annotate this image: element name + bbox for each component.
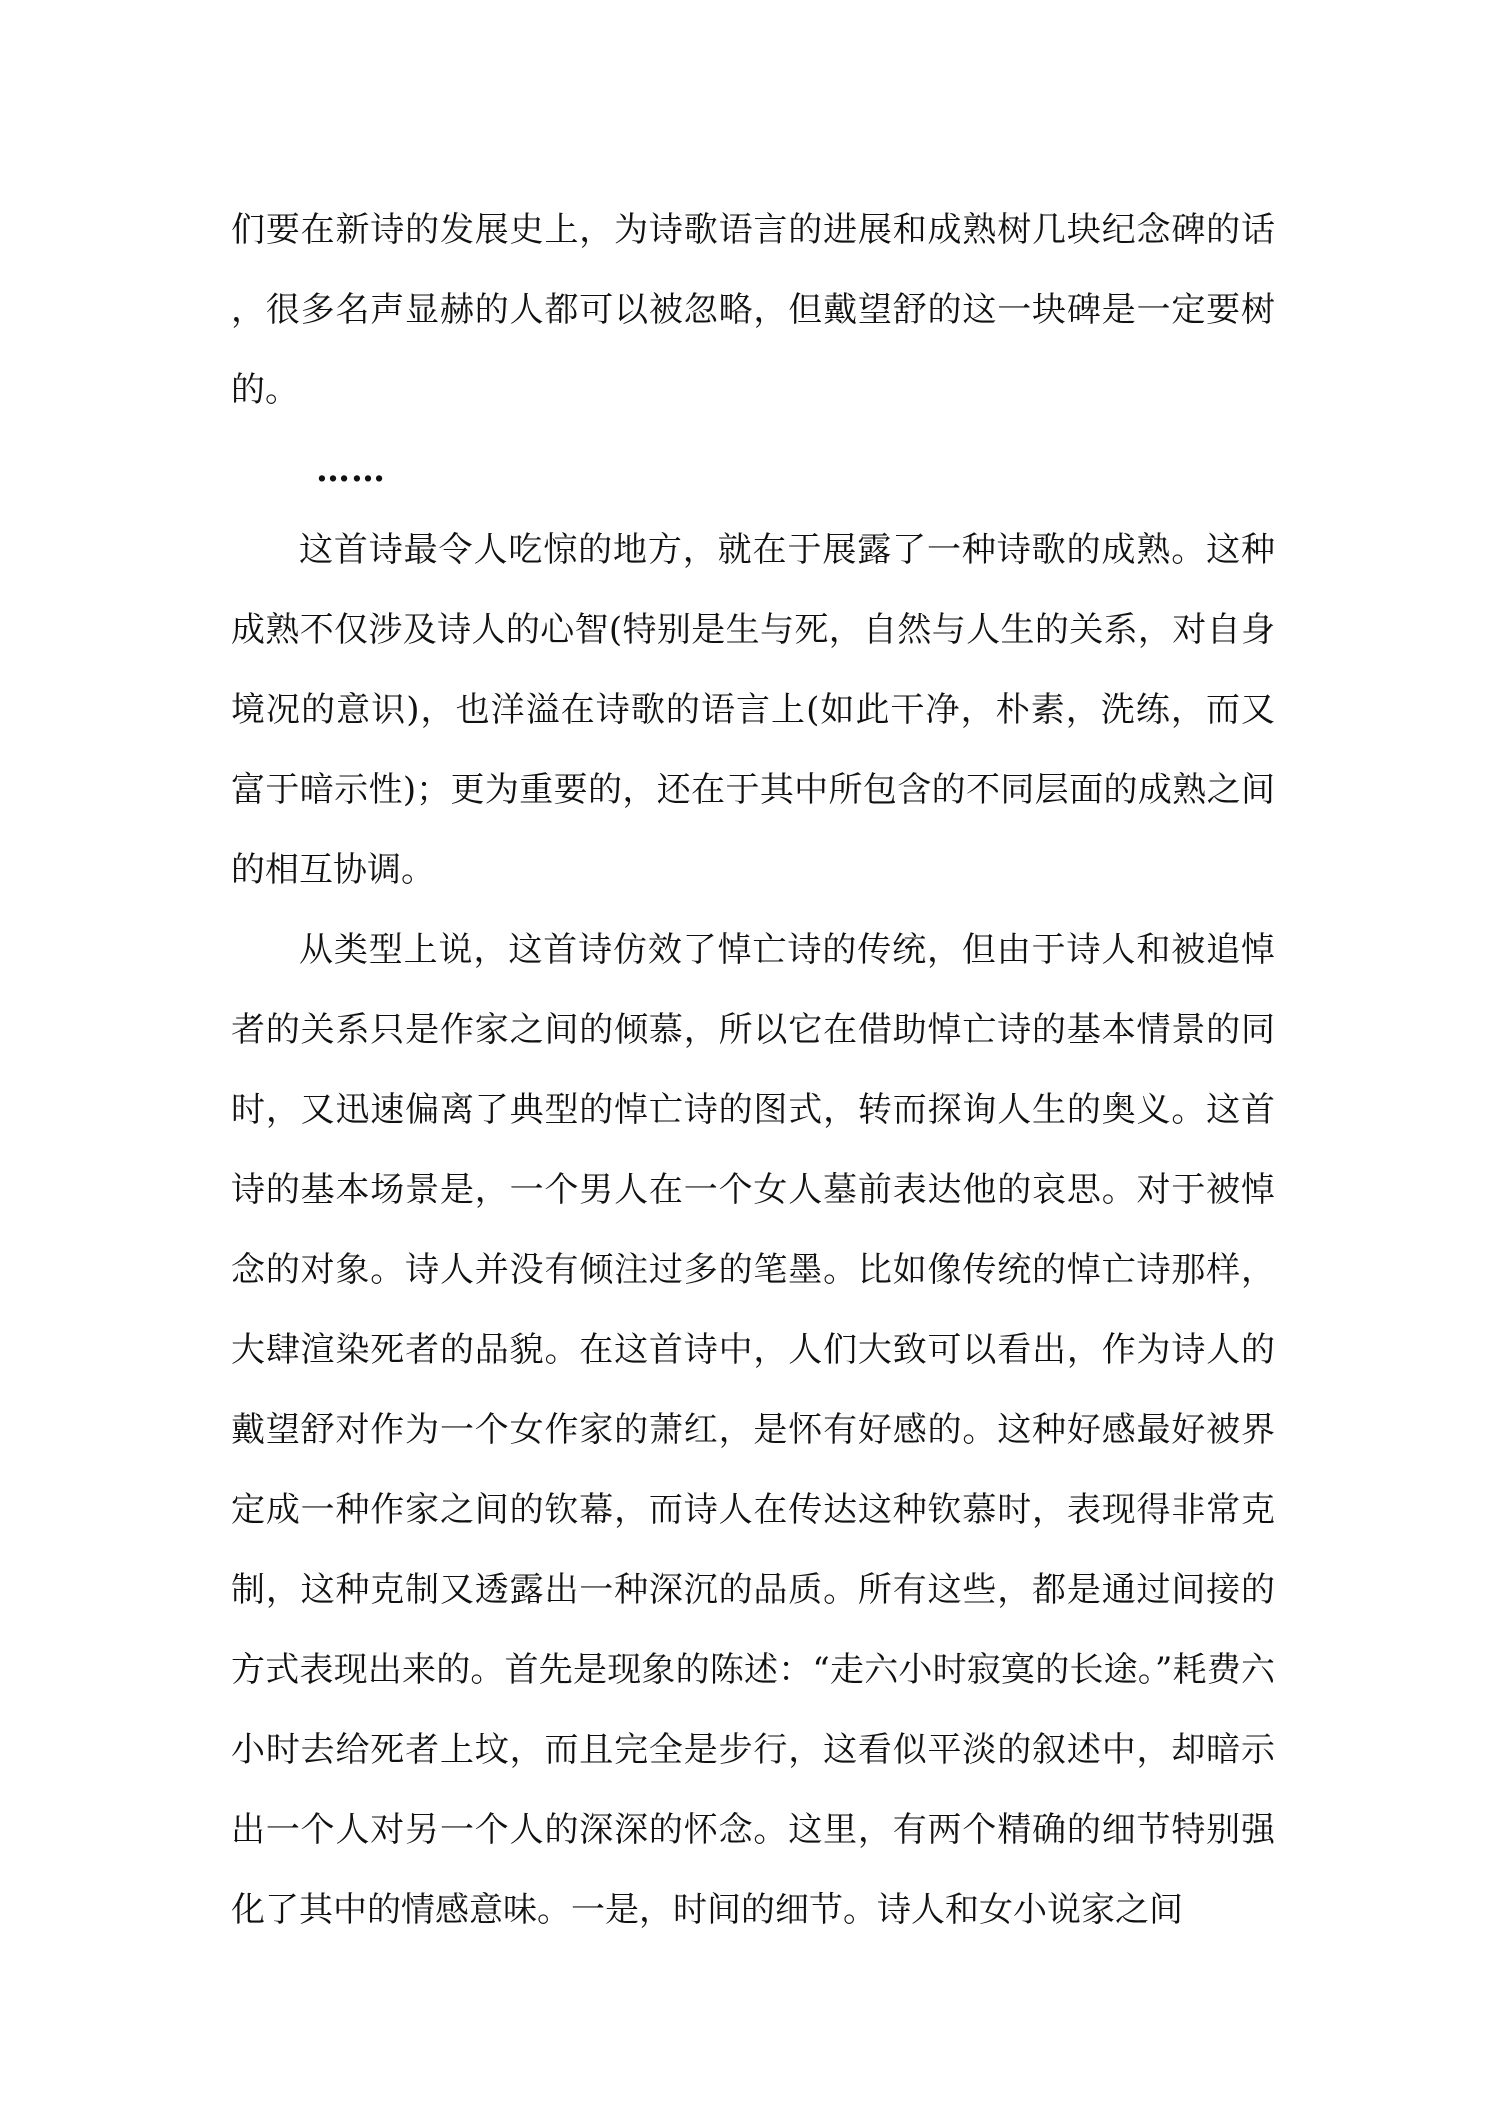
paragraph-elegy-tradition: 从类型上说，这首诗仿效了悼亡诗的传统，但由于诗人和被追悼者的关系只是作家之间的倾慕，所以它在借助悼亡诗的基本情景的同时，又迅速偏离了典型的悼亡诗的图式，转而探询人生的奥义。这首诗的基本场景是，一个男人在一个女人墓前表达他的哀思。对于被悼念的对象。诗人并没有倾注过多的笔墨。比如像传统的悼亡诗那样，大肆渲染死者的品貌。在这首诗中，人们大致可以看出，作为诗人的戴望舒对作为一个女作家的萧红，是怀有好感的。这种好感最好被界定成一种作家之间的钦幕，而诗人在传达这种钦慕时，表现得非常克制，这种克制又透露出一种深沉的品质。所有这些，都是通过间接的方式表现出来的。首先是现象的陈述：“走六小时寂寞的长途。”耗费六小时去给死者上坟，而且完全是步行，这看似平淡的叙述中，却暗示出一个人对另一个人的深深的怀念。这里，有两个精确的细节特别强化了其中的情感意味。一是，时间的细节。诗人和女小说家之间 xyxy=(231,930,1275,1930)
paragraph-maturity: 这首诗最令人吃惊的地方，就在于展露了一种诗歌的成熟。这种成熟不仅涉及诗人的心智(特别是生与死，自然与人生的关系，对自身境况的意识)，也洋溢在诗歌的语言上(如此干净，朴素，洗练，而又富于暗示性)；更为重要的，还在于其中所包含的不同层面的成熟之间的相互协调。 xyxy=(231,530,1275,890)
ellipsis-separator: …… xyxy=(316,450,386,490)
paragraph-continuation: 们要在新诗的发展史上，为诗歌语言的进展和成熟树几块纪念碑的话，很多名声显赫的人都可以被忽略，但戴望舒的这一块碑是一定要树的。 xyxy=(231,210,1275,410)
document-body xyxy=(231,190,1275,1950)
